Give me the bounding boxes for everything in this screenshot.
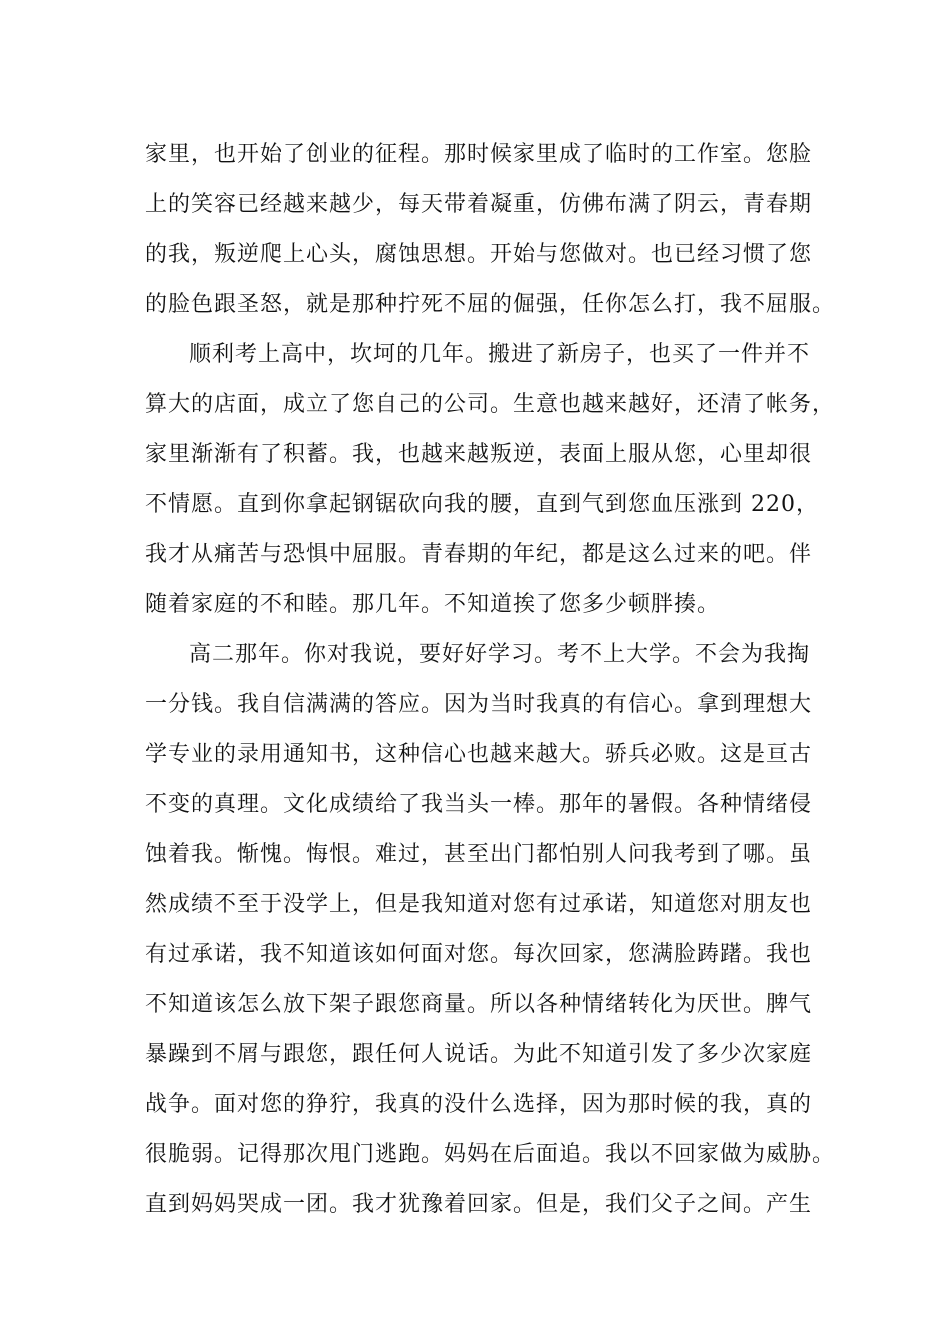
- text-line: 暴躁到不屑与跟您，跟任何人说话。为此不知道引发了多少次家庭: [145, 1042, 813, 1067]
- text-line: 不情愿。直到你拿起钢锯砍向我的腰，直到气到您血压涨到 220，: [145, 492, 819, 517]
- text-line: 直到妈妈哭成一团。我才犹豫着回家。但是，我们父子之间。产生: [145, 1192, 813, 1217]
- text-line: 有过承诺，我不知道该如何面对您。每次回家，您满脸踌躇。我也: [145, 942, 813, 967]
- paragraph-first-line: 顺利考上高中，坎坷的几年。搬进了新房子，也买了一件并不: [189, 342, 811, 367]
- text-line: 蚀着我。惭愧。悔恨。难过，甚至出门都怕别人问我考到了哪。虽: [145, 842, 813, 867]
- text-line: 战争。面对您的狰狞，我真的没什么选择，因为那时候的我，真的: [145, 1092, 813, 1117]
- text-line: 算大的店面，成立了您自己的公司。生意也越来越好，还清了帐务，: [145, 392, 836, 417]
- document-body: [145, 130, 836, 1230]
- text-line: 的脸色跟圣怒，就是那种拧死不屈的倔强，任你怎么打，我不屈服。: [145, 292, 836, 317]
- text-line: 家里，也开始了创业的征程。那时候家里成了临时的工作室。您脸: [145, 142, 813, 167]
- paragraph-first-line: 高二那年。你对我说，要好好学习。考不上大学。不会为我掏: [189, 642, 811, 667]
- text-line: 很脆弱。记得那次甩门逃跑。妈妈在后面追。我以不回家做为威胁。: [145, 1142, 836, 1167]
- text-line: 一分钱。我自信满满的答应。因为当时我真的有信心。拿到理想大: [145, 692, 813, 717]
- text-line: 上的笑容已经越来越少，每天带着凝重，仿佛布满了阴云，青春期: [145, 192, 813, 217]
- text-line: 不知道该怎么放下架子跟您商量。所以各种情绪转化为厌世。脾气: [145, 992, 813, 1017]
- text-line: 学专业的录用通知书，这种信心也越来越大。骄兵必败。这是亘古: [145, 742, 813, 767]
- text-line: 然成绩不至于没学上，但是我知道对您有过承诺，知道您对朋友也: [145, 892, 813, 917]
- text-line: 随着家庭的不和睦。那几年。不知道挨了您多少顿胖揍。: [145, 592, 721, 617]
- text-line: 我才从痛苦与恐惧中屈服。青春期的年纪，都是这么过来的吧。伴: [145, 542, 813, 567]
- text-line: 的我，叛逆爬上心头，腐蚀思想。开始与您做对。也已经习惯了您: [145, 242, 813, 267]
- text-line: 家里渐渐有了积蓄。我，也越来越叛逆，表面上服从您，心里却很: [145, 442, 813, 467]
- text-line: 不变的真理。文化成绩给了我当头一棒。那年的暑假。各种情绪侵: [145, 792, 813, 817]
